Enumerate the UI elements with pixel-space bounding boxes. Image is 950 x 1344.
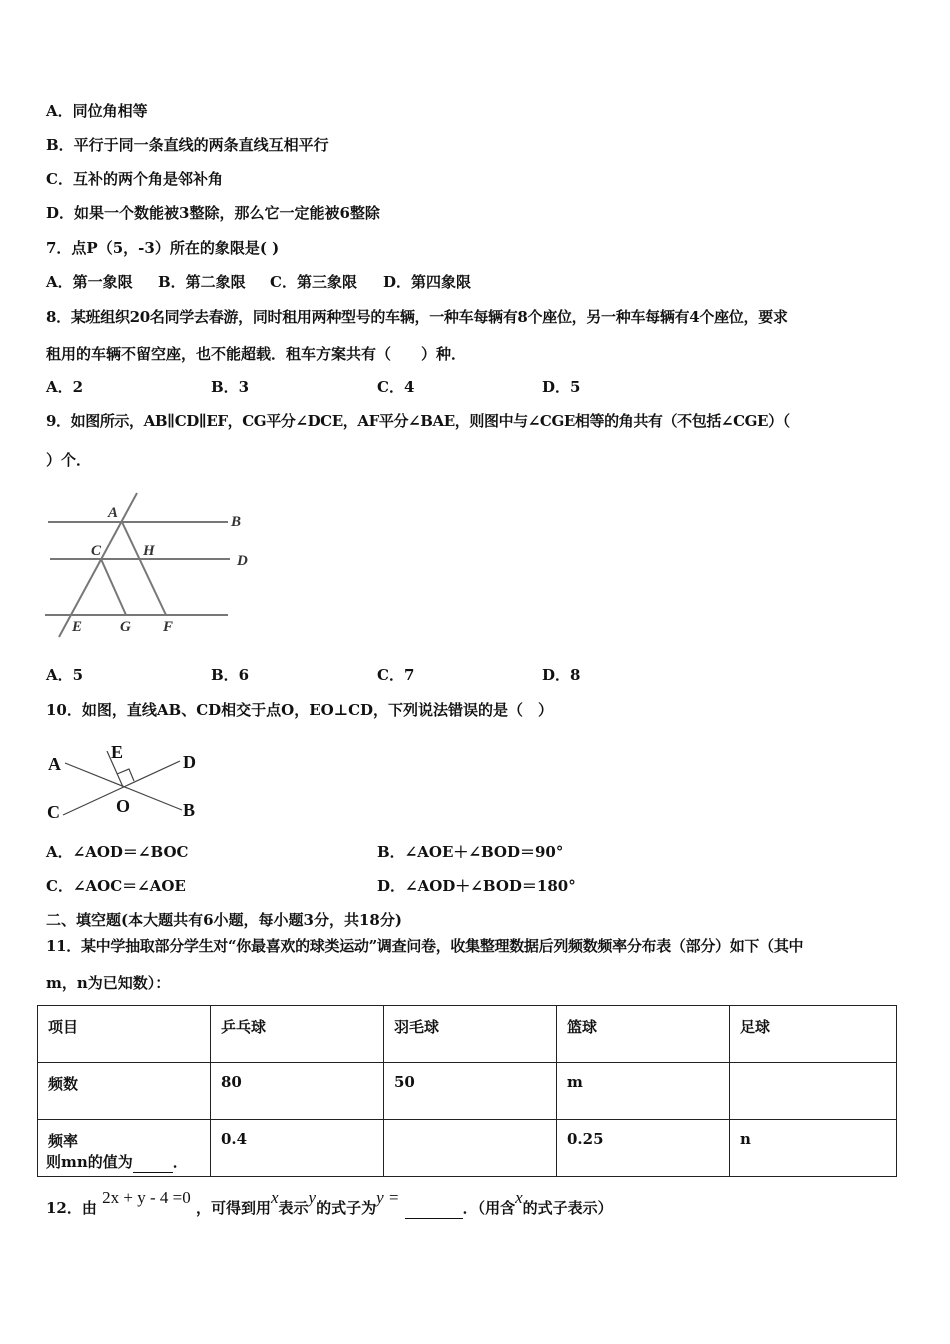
q12-text: ，可得到用 xyxy=(195,1199,271,1217)
label-e: E xyxy=(72,619,83,635)
q11-question-end: ． xyxy=(172,1153,188,1171)
q8-option-d: D．5 xyxy=(542,378,581,396)
q12-text: 的式子为 xyxy=(316,1199,377,1217)
label-a: A xyxy=(108,505,119,521)
label-b: B xyxy=(231,514,242,530)
label-a: A xyxy=(48,754,61,774)
q12-var-y: y xyxy=(308,1188,317,1207)
q6-option-c: C．互补的两个角是邻补角 xyxy=(46,170,223,188)
q12-y-equals: y = xyxy=(376,1188,400,1207)
table-cell: m xyxy=(557,1063,730,1120)
q9-figure xyxy=(45,493,230,637)
q10-option-d: D．∠AOD＋∠BOD＝180° xyxy=(377,877,576,895)
label-c: C xyxy=(91,543,102,559)
q6-option-a: A．同位角相等 xyxy=(46,102,148,120)
table-cell xyxy=(384,1120,557,1177)
table-cell: 80 xyxy=(211,1063,384,1120)
q8-option-b: B．3 xyxy=(211,378,250,396)
q11-question-text: 则mn的值为 xyxy=(46,1153,133,1171)
label-d: D xyxy=(183,752,196,772)
q11-stem-line1: 11．某中学抽取部分学生对“你最喜欢的球类运动”调查问卷，收集整理数据后列频数频率分布表（部分）如下（其中 xyxy=(46,937,804,955)
table-cell: 频率 xyxy=(38,1120,211,1177)
table-cell: 足球 xyxy=(730,1006,897,1063)
line-af xyxy=(122,522,166,615)
q12-equation: 2x + y - 4 =0 xyxy=(102,1188,191,1207)
q11-stem-line2: m，n为已知数）： xyxy=(46,974,171,992)
q12-text: ．（用含 xyxy=(462,1199,516,1217)
table-cell: 篮球 xyxy=(557,1006,730,1063)
label-g: G xyxy=(120,619,131,635)
q7-option-a: A．第一象限 xyxy=(46,273,133,291)
table-cell xyxy=(730,1063,897,1120)
q11-question xyxy=(46,1152,188,1173)
table-cell: 50 xyxy=(384,1063,557,1120)
q12 xyxy=(46,1188,613,1219)
label-f: F xyxy=(163,619,174,635)
label-e: E xyxy=(111,742,124,762)
label-c: C xyxy=(47,802,60,822)
q7-stem: 7．点P（5，-3）所在的象限是( ) xyxy=(46,239,280,257)
q12-prefix: 12．由 xyxy=(46,1199,97,1217)
answer-blank[interactable] xyxy=(405,1198,463,1219)
table-row xyxy=(38,1006,897,1063)
table-cell: 0.25 xyxy=(557,1120,730,1177)
table-cell: 羽毛球 xyxy=(384,1006,557,1063)
table-cell: 乒乓球 xyxy=(211,1006,384,1063)
q8-option-a: A．2 xyxy=(46,378,84,396)
table-cell: 0.4 xyxy=(211,1120,384,1177)
line-cg xyxy=(101,559,126,615)
q9-option-a: A．5 xyxy=(46,666,84,684)
table-row xyxy=(38,1063,897,1120)
q9-option-d: D．8 xyxy=(542,666,581,684)
q8-stem-line1: 8．某班组织20名同学去春游，同时租用两种型号的车辆，一种车每辆有8个座位，另一种车每辆有4个座位，要求 xyxy=(46,308,788,326)
table-cell: 频数 xyxy=(38,1063,211,1120)
q9-option-b: B．6 xyxy=(211,666,250,684)
section-2-heading: 二、填空题(本大题共有6小题，每小题3分，共18分) xyxy=(46,911,402,929)
q9-stem-line1: 9．如图所示，AB∥CD∥EF，CG平分∠DCE，AF平分∠BAE，则图中与∠CGE相等的角共有（不包括∠CGE）（ xyxy=(46,412,790,430)
q12-text: 的式子表示） xyxy=(522,1199,613,1217)
q10-option-b: B．∠AOE＋∠BOD＝90° xyxy=(377,843,564,861)
q10-option-a: A．∠AOD＝∠BOC xyxy=(46,843,189,861)
q9-option-c: C．7 xyxy=(377,666,415,684)
q6-option-d: D．如果一个数能被3整除，那么它一定能被6整除 xyxy=(46,204,380,222)
q7-option-b: B．第二象限 xyxy=(158,273,246,291)
q7-option-c: C．第三象限 xyxy=(270,273,357,291)
q6-option-b: B．平行于同一条直线的两条直线互相平行 xyxy=(46,136,329,154)
q10-stem: 10．如图，直线AB、CD相交于点O，EO⊥CD，下列说法错误的是（ ） xyxy=(46,701,554,719)
q12-var-x: x xyxy=(515,1188,523,1207)
q9-stem-line2: ）个． xyxy=(46,451,92,469)
q8-option-c: C．4 xyxy=(377,378,415,396)
q8-stem-line2: 租用的车辆不留空座，也不能超载．租车方案共有（ ）种． xyxy=(46,345,467,363)
q12-var-x: x xyxy=(270,1188,279,1207)
q12-text: 表示 xyxy=(278,1199,309,1217)
q10-option-c: C．∠AOC＝∠AOE xyxy=(46,877,186,895)
table-cell: n xyxy=(730,1120,897,1177)
label-o: O xyxy=(116,796,131,816)
label-h: H xyxy=(143,543,155,559)
label-d: D xyxy=(237,553,248,569)
table-cell: 项目 xyxy=(38,1006,211,1063)
q7-option-d: D．第四象限 xyxy=(383,273,472,291)
answer-blank[interactable] xyxy=(133,1152,173,1173)
label-b: B xyxy=(183,800,196,820)
